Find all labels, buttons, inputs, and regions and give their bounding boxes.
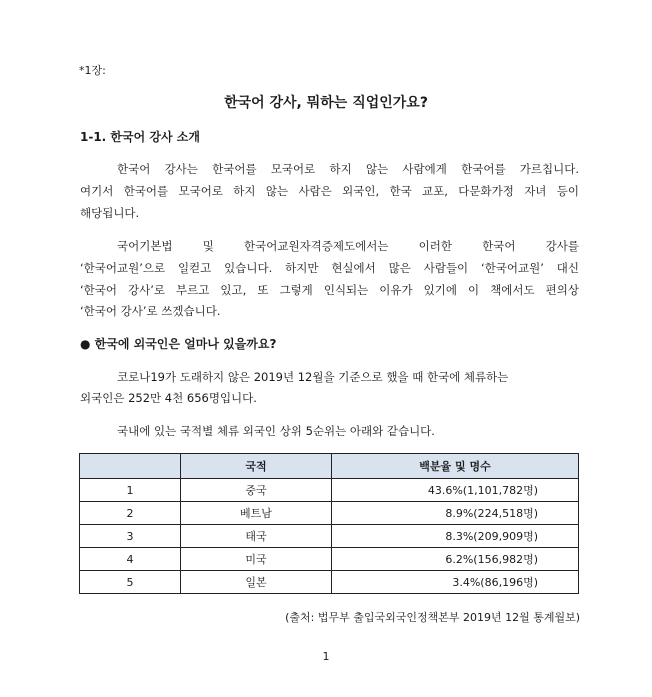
chapter-label: *1장:	[79, 64, 106, 77]
page-title: 한국어 강사, 뭐하는 직업인가요?	[224, 95, 428, 111]
source-note: (출처: 법무부 출입국외국인정책본부 2019년 12월 통계월보)	[285, 611, 580, 624]
paragraph-line: 여기서 한국어를 모국어로 하지 않는 사람은 외국인, 한국 교포, 다문화가정 자녀 등이	[80, 184, 579, 198]
country-cell: 일본	[181, 571, 332, 594]
paragraph-line: 국어기본법 및 한국어교원자격증제도에서는 이러한 한국어 강사를	[117, 239, 579, 253]
table-row	[80, 502, 579, 525]
paragraph-line: ‘한국어 강사’로 부르고 있고, 또 그렇게 인식되는 이유가 있기에 이 책에서도 편의상	[80, 283, 579, 297]
table-row	[80, 548, 579, 571]
value-cell: 43.6%(1,101,782명)	[332, 479, 579, 502]
table-row	[80, 571, 579, 594]
country-cell: 미국	[181, 548, 332, 571]
bullet-heading-text: 한국에 외국인은 얼마나 있을까요?	[94, 337, 277, 351]
rank-cell: 2	[80, 502, 181, 525]
foreigner-stats-table	[79, 453, 579, 594]
paragraph-line: 한국어 강사는 한국어를 모국어로 하지 않는 사람에게 한국어를 가르칩니다.	[117, 162, 579, 176]
value-cell: 8.9%(224,518명)	[332, 502, 579, 525]
country-cell: 베트남	[181, 502, 332, 525]
table-header-cell: 백분율 및 명수	[332, 454, 579, 479]
rank-cell: 3	[80, 525, 181, 548]
rank-cell: 1	[80, 479, 181, 502]
value-cell: 3.4%(86,196명)	[332, 571, 579, 594]
rank-cell: 4	[80, 548, 181, 571]
paragraph-line: ‘한국어 강사’로 쓰겠습니다.	[80, 304, 221, 318]
page-number: 1	[322, 650, 330, 663]
table-header-row	[80, 454, 579, 479]
country-cell: 중국	[181, 479, 332, 502]
value-cell: 8.3%(209,909명)	[332, 525, 579, 548]
table-row	[80, 479, 579, 502]
paragraph-line: ‘한국어교원’으로 일컫고 있습니다. 하지만 현실에서 많은 사람들이 ‘한국어교원’ 대신	[80, 261, 579, 275]
paragraph-line: 외국인은 252만 4천 656명입니다.	[80, 391, 257, 405]
paragraph-line: 코로나19가 도래하지 않은 2019년 12월을 기준으로 했을 때 한국에 체류하는	[117, 370, 509, 384]
paragraph-line: 해당됩니다.	[80, 206, 140, 220]
section-heading: 1-1. 한국어 강사 소개	[80, 130, 200, 144]
bullet-heading	[80, 335, 276, 352]
table-row	[80, 525, 579, 548]
rank-cell: 5	[80, 571, 181, 594]
bullet-icon: ●	[80, 337, 91, 351]
table-header-cell: 국적	[181, 454, 332, 479]
table-header-cell	[80, 454, 181, 479]
country-cell: 태국	[181, 525, 332, 548]
paragraph-line: 국내에 있는 국적별 체류 외국인 상위 5순위는 아래와 같습니다.	[117, 424, 435, 438]
value-cell: 6.2%(156,982명)	[332, 548, 579, 571]
